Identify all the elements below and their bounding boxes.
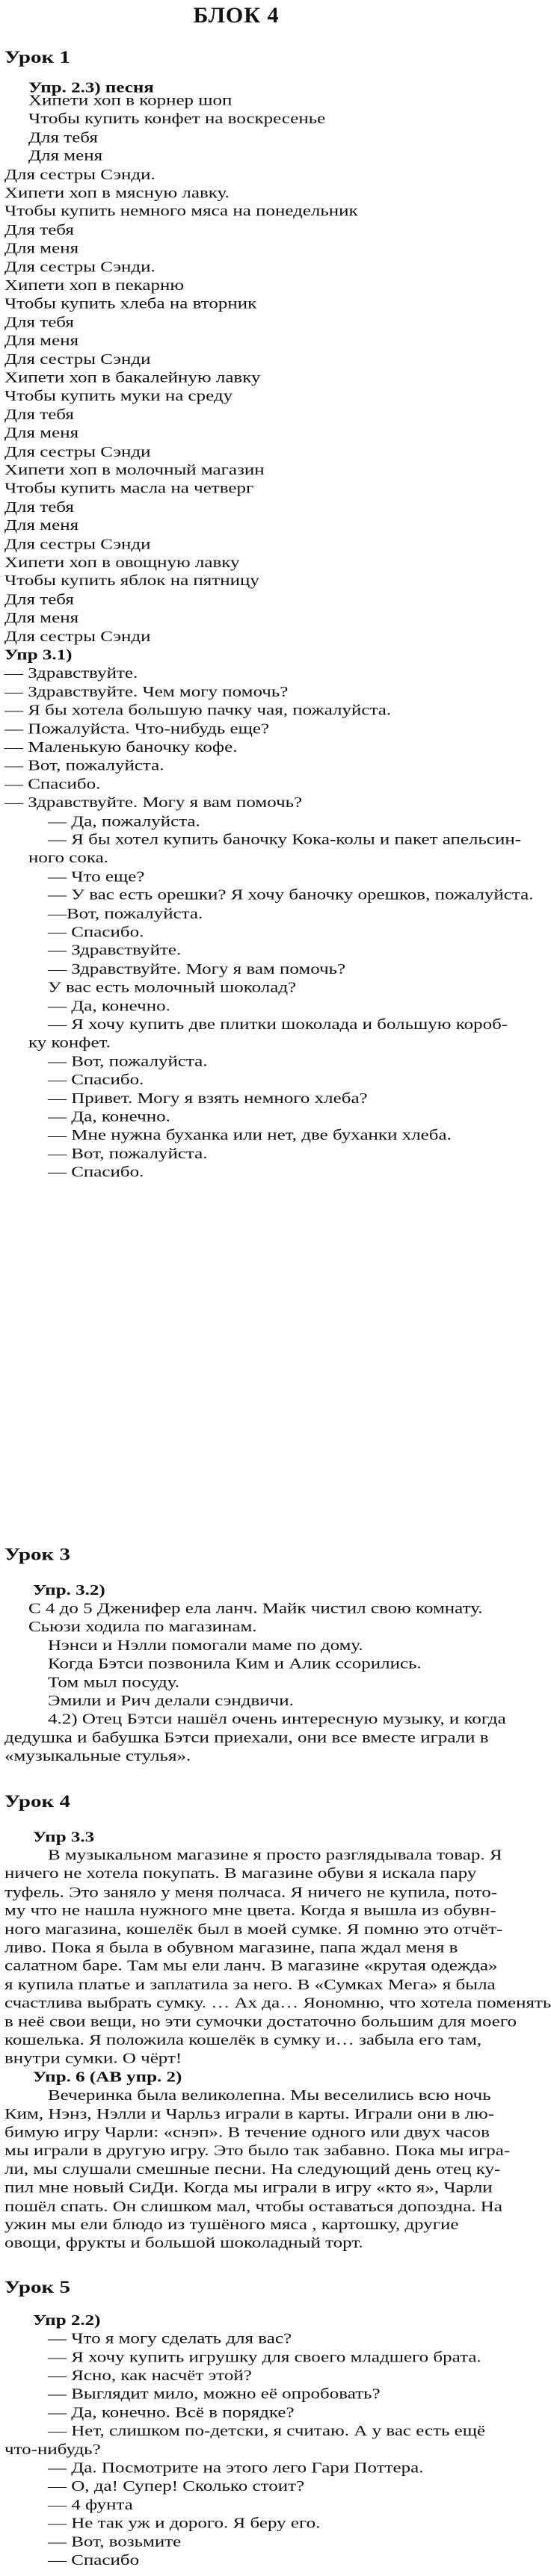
lesson-heading: Урок 3 — [4, 1545, 70, 1565]
text-line: 4.2) Отец Бэтси нашёл очень интересную музыку, и когда — [48, 1711, 506, 1728]
text-line: Сьюзи ходила по магазинам. — [28, 1619, 257, 1636]
dialog-line: — Привет. Могу я взять немного хлеба? — [48, 1090, 368, 1107]
paragraph-line: В музыкальном магазине я просто разглядывала товар. Я — [48, 1847, 502, 1864]
paragraph-line: ного магазина, кошелёк был в моей сумке. Я помню это отчёт- — [4, 1921, 503, 1938]
dialog-line: — Вот, пожалуйста. — [48, 1145, 208, 1162]
song-line: Чтобы купить немного мяса на понедельник — [4, 203, 358, 220]
paragraph-line: салатном баре. Там мы ели ланч. В магазине «крутая одежда» — [4, 1957, 498, 1974]
paragraph-line: Ким, Нэнз, Нэлли и Чарльз играли в карты. Играли они в лю- — [4, 2105, 495, 2122]
dialog-line: — Ясно, как насчёт этой? — [48, 2367, 252, 2384]
song-line: Для тебя — [4, 406, 74, 423]
paragraph-line: ужин мы ели блюдо из тушёного мяса , картошку, другие — [4, 2217, 459, 2234]
dialog-line: — 4 фунта — [48, 2496, 133, 2513]
song-line: Для сестры Сэнди — [4, 443, 151, 460]
dialog-line: — Вот, пожалуйста. — [48, 1053, 208, 1070]
song-line: Для сестры Сэнди. — [4, 259, 156, 276]
paragraph-line: бимую игру Чарли: «снэп». В течение одного или двух часов — [4, 2124, 490, 2141]
paragraph-line: ничего не хотела покупать. В магазине обуви я искала пару — [4, 1865, 477, 1882]
paragraph-line: Вечеринка была великолепна. Мы веселились всю ночь — [48, 2087, 491, 2104]
dialog-line: — Что еще? — [48, 868, 145, 885]
song-line: Для тебя — [4, 314, 74, 331]
dialog-line: — Что я могу сделать для вас? — [48, 2330, 292, 2347]
song-line: Для меня — [4, 517, 79, 534]
exercise-label: Упр 3.1) — [4, 646, 73, 664]
song-line: Хипети хоп в пекарню — [4, 277, 185, 294]
dialog-line: — Нет, слишком по-детски, я считаю. А у вас есть ещё — [48, 2422, 486, 2439]
paragraph-line: мы играли в другую игру. Это было так забавно. Пока мы игра- — [4, 2143, 511, 2160]
text-line: Том мыл посуду. — [48, 1674, 179, 1691]
dialog-line: — Да, пожалуйста. — [48, 812, 200, 830]
text-line: С 4 до 5 Дженифер ела ланч. Майк чистил свою комнату. — [28, 1600, 483, 1617]
dialog-line: — У вас есть орешки? Я хочу баночку орешков, пожалуйста. — [48, 886, 534, 904]
dialog-line: — О, да! Супер! Сколько стоит? — [48, 2478, 305, 2495]
dialog-line: — Выглядит мило, можно её опробовать? — [48, 2385, 381, 2403]
dialog-line: ку конфет. — [28, 1034, 111, 1051]
paragraph-line: пил мне новый СиДи. Когда мы играли в игру «кто я», Чарли — [4, 2179, 493, 2196]
dialog-line: — Я хочу купить две плитки шоколада и большую короб- — [48, 1016, 508, 1033]
dialog-line: — Спасибо — [48, 2552, 140, 2569]
song-line: Для меня — [4, 333, 79, 349]
dialog-line: — Здравствуйте. Могу я вам помочь? — [48, 960, 346, 977]
dialog-line: — Спасибо. — [48, 1164, 144, 1181]
dialog-line: — Пожалуйста. Что-нибудь еще? — [4, 720, 270, 738]
text-line: Эмили и Рич делали сэндвичи. — [48, 1693, 294, 1709]
dialog-line: — Вот, возьмите — [48, 2533, 182, 2551]
dialog-line: — Маленькую баночку кофе. — [4, 738, 238, 756]
dialog-line: — Мне нужна буханка или нет, две буханки хлеба. — [48, 1127, 452, 1144]
dialog-line: — Я бы хотел купить баночку Кока-колы и пакет апельсин- — [48, 831, 522, 848]
song-line: Для тебя — [4, 591, 74, 608]
song-line: Для сестры Сэнди — [4, 628, 151, 645]
song-line: Чтобы купить конфет на воскресенье — [28, 111, 326, 128]
song-line: Чтобы купить масла на четверг — [4, 480, 254, 497]
song-line: Для сестры Сэнди — [4, 536, 151, 552]
paragraph-line: внутри сумки. О чёрт! — [4, 2050, 182, 2067]
paragraph-line: ливо. Пока я была в обувном магазине, папа ждал меня в — [4, 1939, 458, 1956]
paragraph-line: му что не нашла нужного мне цвета. Когда я вышла из обувн- — [4, 1902, 496, 1919]
text-line: Нэнси и Нэлли помогали маме по дому. — [48, 1637, 363, 1654]
song-line: Для сестры Сэнди. — [4, 166, 156, 183]
dialog-line: — Да, конечно. — [48, 1108, 170, 1125]
dialog-line: У вас есть молочный шоколад? — [48, 979, 297, 996]
dialog-line: — Спасибо. — [48, 1072, 144, 1088]
dialog-line: — Вот, пожалуйста. — [4, 757, 164, 774]
song-line: Чтобы купить яблок на пятницу — [4, 572, 259, 590]
song-line: Для меня — [4, 240, 79, 257]
text-line: «музыкальные стулья». — [4, 1748, 191, 1765]
song-line: Хипети хоп в бакалейную лавку — [4, 369, 261, 386]
song-line: Хипети хоп в молочный магазин — [4, 462, 265, 479]
lesson-heading: Урок 1 — [4, 47, 70, 67]
song-line: Хипети хоп в мясную лавку. — [4, 185, 230, 202]
song-line: Для тебя — [28, 129, 98, 146]
song-line: Чтобы купить хлеба на вторник — [4, 295, 257, 312]
paragraph-line: счастлива выбрать сумку. … Ах да… Яономню, что хотела поменять — [4, 1995, 551, 2012]
paragraph-line: в неё свои вещи, но эти сумочки достаточно большим для моего — [4, 2013, 517, 2030]
exercise-label: Упр 3.3 — [33, 1829, 95, 1846]
song-line: Для меня — [28, 147, 103, 164]
paragraph-line: ли, мы слушали смешные песни. На следующий день отец ку- — [4, 2160, 501, 2178]
lesson-heading: Урок 5 — [4, 2277, 70, 2297]
song-line: Для тебя — [4, 498, 74, 516]
song-line: Чтобы купить муки на среду — [4, 388, 233, 405]
song-line: Для меня — [4, 609, 79, 626]
dialog-line: — Здравствуйте. — [4, 665, 138, 682]
dialog-line: что-нибудь? — [4, 2441, 101, 2458]
dialog-line: — Да, конечно. — [48, 998, 170, 1015]
dialog-line: — Здравствуйте. Чем могу помочь? — [4, 683, 289, 700]
text-line: Когда Бэтси позвонила Ким и Алик ссорились. — [48, 1655, 422, 1672]
dialog-line: — Я бы хотела большую пачку чая, пожалуйста. — [4, 702, 392, 719]
dialog-line: — Да. Посмотрите на этого лего Гари Поттера. — [48, 2459, 424, 2477]
dialog-line: — Да, конечно. Всё в порядке? — [48, 2404, 295, 2421]
dialog-line: — Спасибо. — [48, 924, 144, 941]
song-line: Для сестры Сэнди — [4, 350, 151, 368]
block-title: БЛОК 4 — [193, 3, 280, 28]
lesson-heading: Урок 4 — [4, 1791, 70, 1811]
exercise-label: Упр. 3.2) — [33, 1582, 105, 1599]
exercise-label: Упр. 2.3) песня — [28, 79, 154, 96]
dialog-line: ного сока. — [28, 850, 108, 867]
exercise-label: Упр 2.2) — [33, 2311, 101, 2329]
paragraph-line: пошёл спать. Он слишком мал, чтобы оставаться допоздна. На — [4, 2198, 502, 2215]
paragraph-line: туфель. Это заняло у меня полчаса. Я ничего не купила, пото- — [4, 1884, 498, 1901]
dialog-line: — Спасибо. — [4, 776, 101, 793]
paragraph-line: кошелька. Я положила кошелёк в сумку и… забыла его там, — [4, 2031, 482, 2048]
song-line: Хипети хоп в корнер шоп — [28, 92, 233, 109]
dialog-line: —Вот, пожалуйста. — [48, 905, 203, 922]
dialog-line: — Здравствуйте. Могу я вам помочь? — [4, 794, 303, 812]
paragraph-line: я купила платье и заплатила за него. В «Сумках Мега» я была — [4, 1976, 496, 1993]
song-line: Хипети хоп в овощную лавку — [4, 554, 240, 571]
exercise-label: Упр. 6 (АВ упр. 2) — [33, 2069, 182, 2086]
song-line: Для тебя — [4, 221, 74, 238]
dialog-line: — Не так уж и дорого. Я беру его. — [48, 2515, 321, 2532]
song-line: Для меня — [4, 424, 79, 442]
dialog-line: — Здравствуйте. — [48, 942, 182, 959]
text-line: дедушка и бабушка Бэтси приехали, они все вместе играли в — [4, 1729, 489, 1746]
dialog-line: — Я хочу купить игрушку для своего младшего брата. — [48, 2349, 481, 2366]
paragraph-line: овощи, фрукты и большой шоколадный торт. — [4, 2234, 363, 2252]
